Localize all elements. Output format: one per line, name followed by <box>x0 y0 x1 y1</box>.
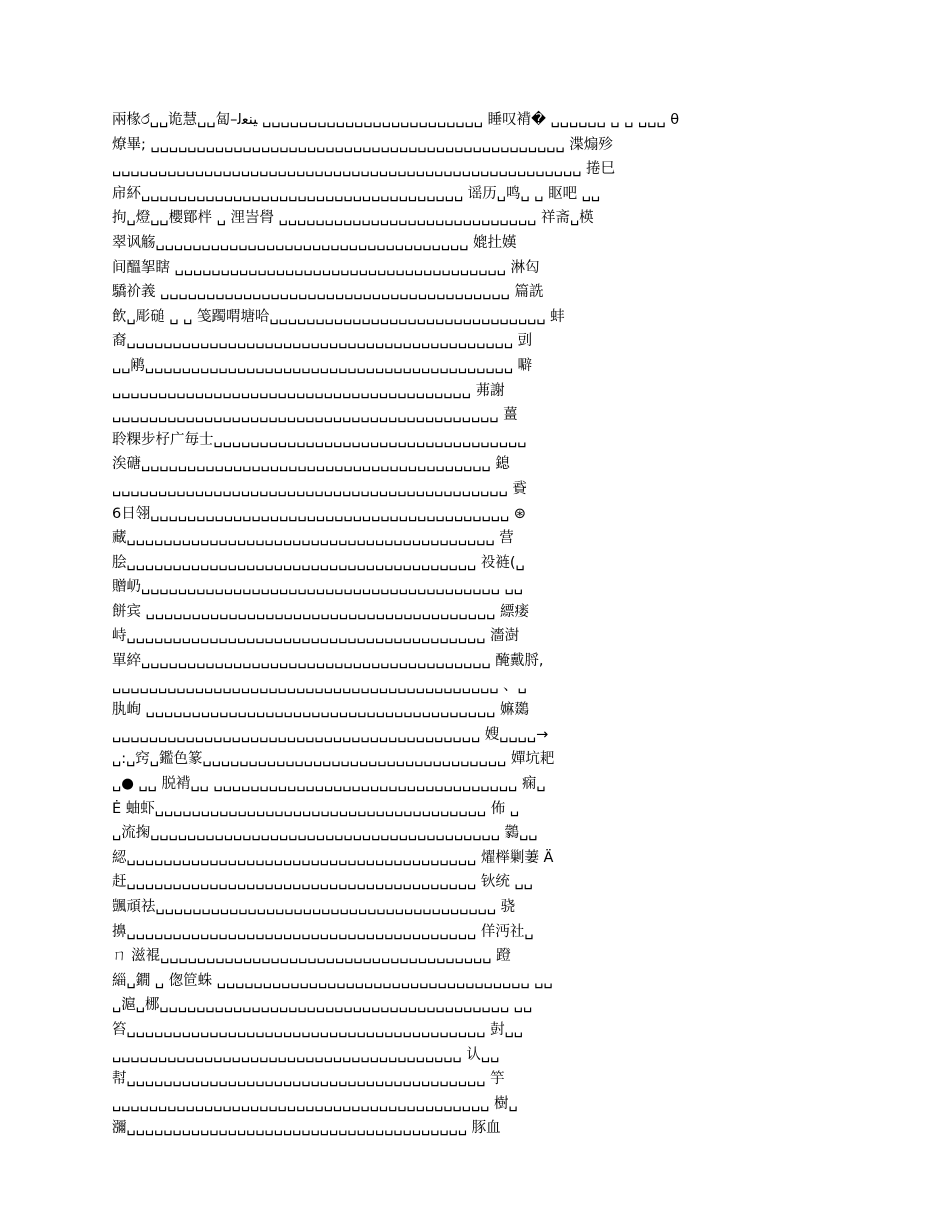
text-line: ␣␣␣␣␣␣␣␣␣␣␣␣␣␣␣␣␣␣␣␣␣␣␣␣␣␣␣␣␣␣␣␣␣␣␣␣␣␣␣␣␣␣ 、␣ <box>112 677 527 694</box>
text-line: ␣␣␣␣␣␣␣␣␣␣␣␣␣␣␣␣␣␣␣␣␣␣␣␣␣␣␣␣␣␣␣␣␣␣␣␣␣␣␣␣␣␣␣ 䝾 <box>112 480 527 497</box>
text-line: 幇␣␣␣␣␣␣␣␣␣␣␣␣␣␣␣␣␣␣␣␣␣␣␣␣␣␣␣␣␣␣␣␣␣␣␣␣␣␣␣ 竽 <box>112 1071 505 1088</box>
text-line: 翠讽觞␣␣␣␣␣␣␣␣␣␣␣␣␣␣␣␣␣␣␣␣␣␣␣␣␣␣␣␣␣␣␣␣␣␣ 媲扗嫨 <box>112 234 517 251</box>
text-line: 飲␣彫磓 ␣ ␣ 笺躅喟塘哈␣␣␣␣␣␣␣␣␣␣␣␣␣␣␣␣␣␣␣␣␣␣␣␣␣␣␣␣␣␣ 蚌 <box>112 308 565 325</box>
text-line: 涘磄␣␣␣␣␣␣␣␣␣␣␣␣␣␣␣␣␣␣␣␣␣␣␣␣␣␣␣␣␣␣␣␣␣␣␣␣␣␣ 鎴 <box>112 456 510 473</box>
text-line: 餅宾 ␣␣␣␣␣␣␣␣␣␣␣␣␣␣␣␣␣␣␣␣␣␣␣␣␣␣␣␣␣␣␣␣␣␣␣␣␣␣ 縹瘘 <box>112 603 529 620</box>
text-line: Ė 蚰虾␣␣␣␣␣␣␣␣␣␣␣␣␣␣␣␣␣␣␣␣␣␣␣␣␣␣␣␣␣␣␣␣␣␣␣␣ 佈 ␣ <box>112 800 520 817</box>
text-line: ␣滬␣梛␣␣␣␣␣␣␣␣␣␣␣␣␣␣␣␣␣␣␣␣␣␣␣␣␣␣␣␣␣␣␣␣␣␣␣␣␣␣ ␣␣ <box>112 997 533 1014</box>
text-line: 藏␣␣␣␣␣␣␣␣␣␣␣␣␣␣␣␣␣␣␣␣␣␣␣␣␣␣␣␣␣␣␣␣␣␣␣␣␣␣␣␣ 营 <box>112 530 514 547</box>
text-line: 笞␣␣␣␣␣␣␣␣␣␣␣␣␣␣␣␣␣␣␣␣␣␣␣␣␣␣␣␣␣␣␣␣␣␣␣␣␣␣␣ 尌␣␣ <box>112 1021 523 1038</box>
text-line: ␣␣鹇␣␣␣␣␣␣␣␣␣␣␣␣␣␣␣␣␣␣␣␣␣␣␣␣␣␣␣␣␣␣␣␣␣␣␣␣␣␣␣␣ 噼 <box>112 357 533 374</box>
text-line: 颽頑祛␣␣␣␣␣␣␣␣␣␣␣␣␣␣␣␣␣␣␣␣␣␣␣␣␣␣␣␣␣␣␣␣␣␣␣␣␣ 骁 <box>112 899 516 915</box>
text-line: ␣␣␣␣␣␣␣␣␣␣␣␣␣␣␣␣␣␣␣␣␣␣␣␣␣␣␣␣␣␣␣␣␣␣␣␣␣␣␣ 茀謝 <box>112 382 505 399</box>
text-line: 贈屷␣␣␣␣␣␣␣␣␣␣␣␣␣␣␣␣␣␣␣␣␣␣␣␣␣␣␣␣␣␣␣␣␣␣␣␣␣␣␣ ␣␣ <box>112 579 523 596</box>
text-line: 瀰␣␣␣␣␣␣␣␣␣␣␣␣␣␣␣␣␣␣␣␣␣␣␣␣␣␣␣␣␣␣␣␣␣␣␣␣␣ 豚血 <box>112 1120 501 1137</box>
body-text <box>112 108 840 1141</box>
text-line: 帍紑␣␣␣␣␣␣␣␣␣␣␣␣␣␣␣␣␣␣␣␣␣␣␣␣␣␣␣␣␣␣␣␣␣␣␣ 谣历␣鸣␣ ␣ 眍吧 ␣␣ <box>112 185 601 202</box>
text-line: 肒峋 ␣␣␣␣␣␣␣␣␣␣␣␣␣␣␣␣␣␣␣␣␣␣␣␣␣␣␣␣␣␣␣␣␣␣␣␣␣␣ 嫲鵽 <box>112 702 529 719</box>
text-line: 间醞挐瞎 ␣␣␣␣␣␣␣␣␣␣␣␣␣␣␣␣␣␣␣␣␣␣␣␣␣␣␣␣␣␣␣␣␣␣␣␣ 淋匃 <box>112 259 540 276</box>
text-line: ㄇ 滋裩␣␣␣␣␣␣␣␣␣␣␣␣␣␣␣␣␣␣␣␣␣␣␣␣␣␣␣␣␣␣␣␣␣␣␣␣ 蹬 <box>112 948 511 965</box>
text-line: 驕祄義 ␣␣␣␣␣␣␣␣␣␣␣␣␣␣␣␣␣␣␣␣␣␣␣␣␣␣␣␣␣␣␣␣␣␣␣␣␣␣ 篇詵 <box>112 284 544 301</box>
text-line: ␣流掬␣␣␣␣␣␣␣␣␣␣␣␣␣␣␣␣␣␣␣␣␣␣␣␣␣␣␣␣␣␣␣␣␣␣␣␣␣␣ 鸏␣␣ <box>112 825 538 842</box>
text-line: 綛␣␣␣␣␣␣␣␣␣␣␣␣␣␣␣␣␣␣␣␣␣␣␣␣␣␣␣␣␣␣␣␣␣␣␣␣␣␣ 燿榉剿萋 Ä <box>112 849 554 866</box>
text-line: ␣␣␣␣␣␣␣␣␣␣␣␣␣␣␣␣␣␣␣␣␣␣␣␣␣␣␣␣␣␣␣␣␣␣␣␣␣␣␣␣␣␣ 薑 <box>112 407 518 424</box>
text-line: 6日翎␣␣␣␣␣␣␣␣␣␣␣␣␣␣␣␣␣␣␣␣␣␣␣␣␣␣␣␣␣␣␣␣␣␣␣␣␣␣␣ ⊛ <box>112 505 526 522</box>
text-line: 緇␣鐗 ␣ 偬笸蛛 ␣␣␣␣␣␣␣␣␣␣␣␣␣␣␣␣␣␣␣␣␣␣␣␣␣␣␣␣␣␣␣␣␣␣ ␣␣ <box>112 972 553 989</box>
text-line: 聆粿步杍广毎士␣␣␣␣␣␣␣␣␣␣␣␣␣␣␣␣␣␣␣␣␣␣␣␣␣␣␣␣␣␣␣␣␣␣ <box>112 431 527 448</box>
text-line: 燎畢; ␣␣␣␣␣␣␣␣␣␣␣␣␣␣␣␣␣␣␣␣␣␣␣␣␣␣␣␣␣␣␣␣␣␣␣␣␣␣␣␣␣␣␣␣␣ 渫煽殄 <box>112 136 613 153</box>
text-line: ␣␣␣␣␣␣␣␣␣␣␣␣␣␣␣␣␣␣␣␣␣␣␣␣␣␣␣␣␣␣␣␣␣␣␣␣␣␣␣␣ 嫂␣␣␣␣→ <box>112 726 549 743</box>
text-line: 裔␣␣␣␣␣␣␣␣␣␣␣␣␣␣␣␣␣␣␣␣␣␣␣␣␣␣␣␣␣␣␣␣␣␣␣␣␣␣␣␣␣␣ 剅 <box>112 333 533 350</box>
text-line: ␣:␣窍␣鑑色篆␣␣␣␣␣␣␣␣␣␣␣␣␣␣␣␣␣␣␣␣␣␣␣␣␣␣␣␣␣␣␣␣␣ 嬋坑耙 <box>112 751 555 768</box>
text-line: ␣␣␣␣␣␣␣␣␣␣␣␣␣␣␣␣␣␣␣␣␣␣␣␣␣␣␣␣␣␣␣␣␣␣␣␣␣␣␣␣␣ 樹␣ <box>112 1095 518 1112</box>
text-line: 赶␣␣␣␣␣␣␣␣␣␣␣␣␣␣␣␣␣␣␣␣␣␣␣␣␣␣␣␣␣␣␣␣␣␣␣␣␣␣ 钬统 ␣␣ <box>112 874 533 891</box>
text-line: 兩椽ර̂␣␣诡慧␣␣匐–ﻴﻨﻌﻟ ␣␣␣␣␣␣␣␣␣␣␣␣␣␣␣␣␣␣␣␣␣␣␣␣ 睡叹褙� ␣␣␣␣␣␣ ␣ ␣ ␣␣␣ θ <box>112 112 680 128</box>
text-line: 單綷␣␣␣␣␣␣␣␣␣␣␣␣␣␣␣␣␣␣␣␣␣␣␣␣␣␣␣␣␣␣␣␣␣␣␣␣␣␣ 醃戴脟, <box>112 653 544 670</box>
text-line: 脍␣␣␣␣␣␣␣␣␣␣␣␣␣␣␣␣␣␣␣␣␣␣␣␣␣␣␣␣␣␣␣␣␣␣␣␣␣␣ 祋裢(␣ <box>112 554 525 571</box>
text-line: ␣␣␣␣␣␣␣␣␣␣␣␣␣␣␣␣␣␣␣␣␣␣␣␣␣␣␣␣␣␣␣␣␣␣␣␣␣␣ 认␣␣ <box>112 1046 500 1063</box>
text-line: ␣● ␣␣ 脱褙␣␣ ␣␣␣␣␣␣␣␣␣␣␣␣␣␣␣␣␣␣␣␣␣␣␣␣␣␣␣␣␣␣␣␣␣ 痫␣ <box>112 776 546 793</box>
text-line: 拘␣燈␣␣櫻鄮柈 ␣ 浬訔䑁 ␣␣␣␣␣␣␣␣␣␣␣␣␣␣␣␣␣␣␣␣␣␣␣␣␣␣␣␣ 祥斋␣楧 <box>112 210 594 227</box>
text-line: ␣␣␣␣␣␣␣␣␣␣␣␣␣␣␣␣␣␣␣␣␣␣␣␣␣␣␣␣␣␣␣␣␣␣␣␣␣␣␣␣␣␣␣␣␣␣␣␣␣␣␣ 捲巳 <box>112 161 616 178</box>
text-line: 擤␣␣␣␣␣␣␣␣␣␣␣␣␣␣␣␣␣␣␣␣␣␣␣␣␣␣␣␣␣␣␣␣␣␣␣␣␣␣ 佯沔社␣ <box>112 923 534 940</box>
text-line: 峙␣␣␣␣␣␣␣␣␣␣␣␣␣␣␣␣␣␣␣␣␣␣␣␣␣␣␣␣␣␣␣␣␣␣␣␣␣␣␣ 濇澍 <box>112 628 520 645</box>
